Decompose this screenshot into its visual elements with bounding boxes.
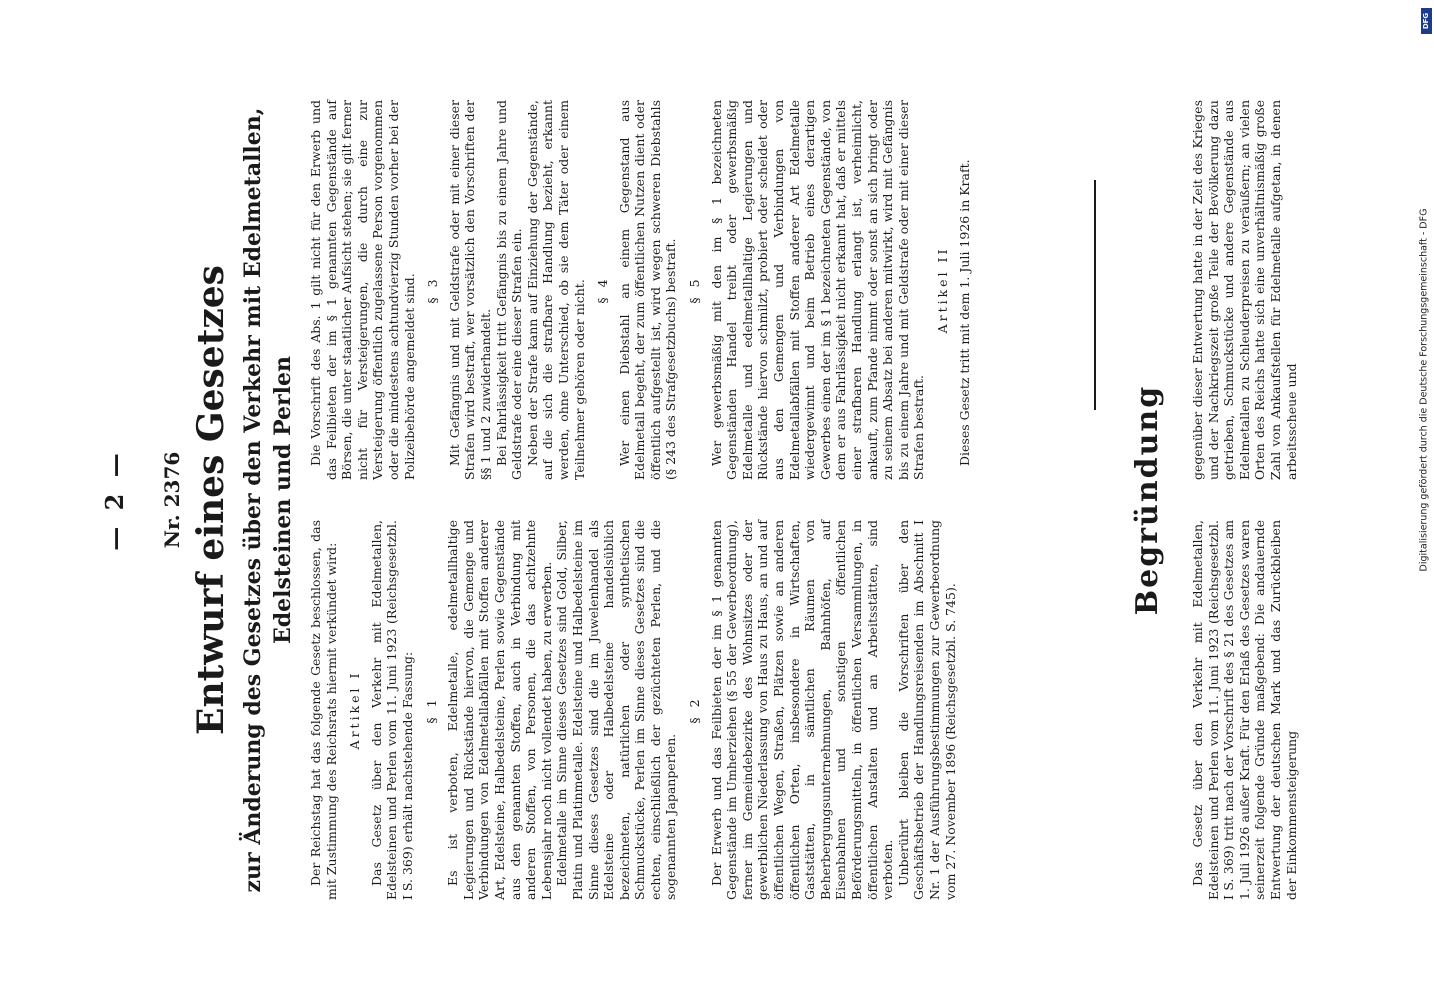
- document-subtitle: zur Änderung des Gesetzes über den Verkehr mit Edelmetallen, Edelsteinen und Perlen: [240, 107, 296, 893]
- artikel-1-heading: Artikel I: [347, 670, 363, 750]
- dfg-logo-text: DFG: [1422, 12, 1430, 30]
- page-number: — 2 —: [100, 449, 129, 551]
- dfg-logo: [1421, 8, 1432, 34]
- left-column: [308, 520, 958, 900]
- right-column: [308, 100, 972, 480]
- begruendung-paragraph: Das Gesetz über den Verkehr mit Edelmetallen, Edelsteinen und Perlen vom 11. Juni 1923 (Reichsgesetzbl. I S. 369) tritt nach der Vorschrift des § 21 des Gesetzes am 1. Juli 1926 außer Kraft. Für den Erlaß des Gesetzes waren seinerzeit folgende Gründe maßgebend: Die andauernde Entwertung der deutschen Mark und das Zurückbleiben der Einkommensteigerung: [1190, 520, 1299, 900]
- section-4-heading: § 4: [595, 276, 611, 304]
- begruendung-heading: Begründung: [1130, 384, 1165, 616]
- dfg-imprint: [1414, 0, 1434, 1000]
- section-3-paragraph: Bei Fahrlässigkeit tritt Gefängnis bis zu einem Jahre und Geldstrafe oder eine dieser Strafen ein.: [493, 100, 525, 480]
- imprint-text: Digitalisierung gefördert durch die Deutsche Forschungsgemeinschaft - DFG: [1418, 208, 1430, 572]
- section-1-paragraph: Edelmetalle im Sinne dieses Gesetzes sind Gold, Silber, Platin und Platinmetalle. Edelsteine und Halbedelsteine im Sinne dieses Gesetzes sind die im Juwelenhandel als Edelsteine oder Halbedelsteine handelsüblich bezeichneten, natürlichen oder synthetischen Schmuckstücke, Perlen im Sinne dieses Gesetzes sind die echten, einschließlich der gezüchteten Perlen, und die sogenannten Japanperlen.: [554, 520, 679, 900]
- section-1-heading: § 1: [423, 696, 439, 724]
- section-divider: [1094, 180, 1096, 410]
- intro-paragraph: Der Reichstag hat das folgende Gesetz beschlossen, das mit Zustimmung des Reichsrats hiermit verkündet wird:: [308, 520, 339, 900]
- section-5-heading: § 5: [687, 276, 703, 304]
- document-title: Entwurf eines Gesetzes: [190, 265, 232, 735]
- section-2-paragraph: Der Erwerb und das Feilbieten der im § 1 genannten Gegenstände im Umherziehen (§ 55 der Gewerbeordnung), ferner im Gemeindebezirke des Wohnsitzes oder der gewerblichen Niederlassung von Haus zu Haus, an und auf öffentlichen Wegen, Straßen, Plätzen sowie an anderen öffentlichen Orten, insbesondere in Wirtschaften, Gaststätten, in sämtlichen Räumen von Beherbergungsunternehmungen, Bahnhöfen, auf Eisenbahnen und sonstigen öffentlichen Beförderungsmitteln, in öffentlichen Versammlungen, in öffentlichen Anstalten und an Arbeitsstätten, sind verboten.: [708, 520, 896, 900]
- section-2-paragraph: Die Vorschrift des Abs. 1 gilt nicht für den Erwerb und das Feilbieten der im § 1 genannten Gegenstände auf Börsen, die unter staatlicher Aufsicht stehen; sie gilt ferner nicht für Versteigerungen, die durch eine zur Versteigerung öffentlich zugelassene Person vorgenommen oder die mindestens achtundvierzig Stunden vorher bei der Polizeibehörde angemeldet sind.: [308, 100, 417, 480]
- document-number: Nr. 2376: [160, 451, 184, 549]
- begruendung-right-column: [1190, 100, 1299, 480]
- artikel-2-paragraph: Dieses Gesetz tritt mit dem 1. Juli 1926 in Kraft.: [956, 159, 972, 466]
- begruendung-left-column: [1190, 520, 1299, 900]
- section-2-heading: § 2: [687, 696, 703, 724]
- section-3-paragraph: Neben der Strafe kann auf Einziehung der Gegenstände, auf die sich die strafbare Handlung bezieht, erkannt werden, ohne Unterschied, ob sie dem Täter oder einem Teilnehmer gehören oder nicht.: [524, 100, 587, 480]
- artikel-1-paragraph: Das Gesetz über den Verkehr mit Edelmetallen, Edelsteinen und Perlen vom 11. Juni 1923 (Reichsgesetzbl. I S. 369) erhält nachstehende Fassung:: [368, 520, 415, 900]
- section-2-paragraph: Unberührt bleiben die Vorschriften über den Geschäftsbetrieb der Handlungsreisenden im Abschnitt I Nr. 1 der Ausführungsbestimmungen zur Gewerbeordnung vom 27. November 1896 (Reichsgesetzbl. S. 745).: [895, 520, 958, 900]
- section-3-heading: § 3: [425, 276, 441, 304]
- section-5-paragraph: Wer gewerbsmäßig mit den im § 1 bezeichneten Gegenständen Handel treibt oder gewerbsmäßig Edelmetalle und edelmetallhaltige Legierungen und Rückstände hiervon schmilzt, probiert oder scheidet oder aus den Gemengen und Verbindungen von Edelmetallabfällen mit Stoffen anderer Art Edelmetalle wiedergewinnt und beim Betrieb eines derartigen Gewerbes einen der im § 1 bezeichneten Gegenstände, von dem er aus Fahrlässigkeit nicht erkannt hat, daß er mittels einer strafbaren Handlung erlangt ist, verheimlicht, ankauft, zum Pfande nimmt oder sonst an sich bringt oder zu seinem Absatz bei anderen mitwirkt, wird mit Gefängnis bis zu einem Jahre und mit Geldstrafe oder mit einer dieser Strafen bestraft.: [708, 100, 927, 480]
- section-3-paragraph: Mit Gefängnis und mit Geldstrafe oder mit einer dieser Strafen wird bestraft, wer vorsätzlich den Vorschriften der §§ 1 und 2 zuwiderhandelt.: [446, 100, 493, 480]
- section-4-paragraph: Wer einen Diebstahl an einem Gegenstand aus Edelmetall begeht, der zum öffentlichen Nutzen dient oder öffentlich aufgestellt ist, wird wegen schweren Diebstahls (§ 243 des Strafgesetzbuchs) bestraft.: [616, 100, 679, 480]
- section-1-paragraph: Es ist verboten, Edelmetalle, edelmetallhaltige Legierungen und Rückstände hiervon, die Gemenge und Verbindungen von Edelmetallabfällen mit Stoffen anderer Art, Edelsteine, Halbedelsteine, Perlen sowie Gegenstände aus den genannten Stoffen, auch in Verbindung mit anderen Stoffen, von Personen, die das achtzehnte Lebensjahr noch nicht vollendet haben, zu erwerben.: [445, 520, 554, 900]
- begruendung-paragraph: gegenüber dieser Entwertung hatte in der Zeit des Krieges und der Nachkriegszeit große Teile der Bevölkerung dazu getrieben, Schmuckstücke und andere Gegenstände aus Edelmetallen zu Schleuderpreisen zu veräußern; an vielen Orten des Reichs hatte sich eine unverhältnismäßig große Zahl von Ankaufstellen für Edelmetalle aufgetan, in denen arbeitsscheue und: [1190, 100, 1299, 480]
- artikel-2-heading: Artikel II: [934, 246, 950, 334]
